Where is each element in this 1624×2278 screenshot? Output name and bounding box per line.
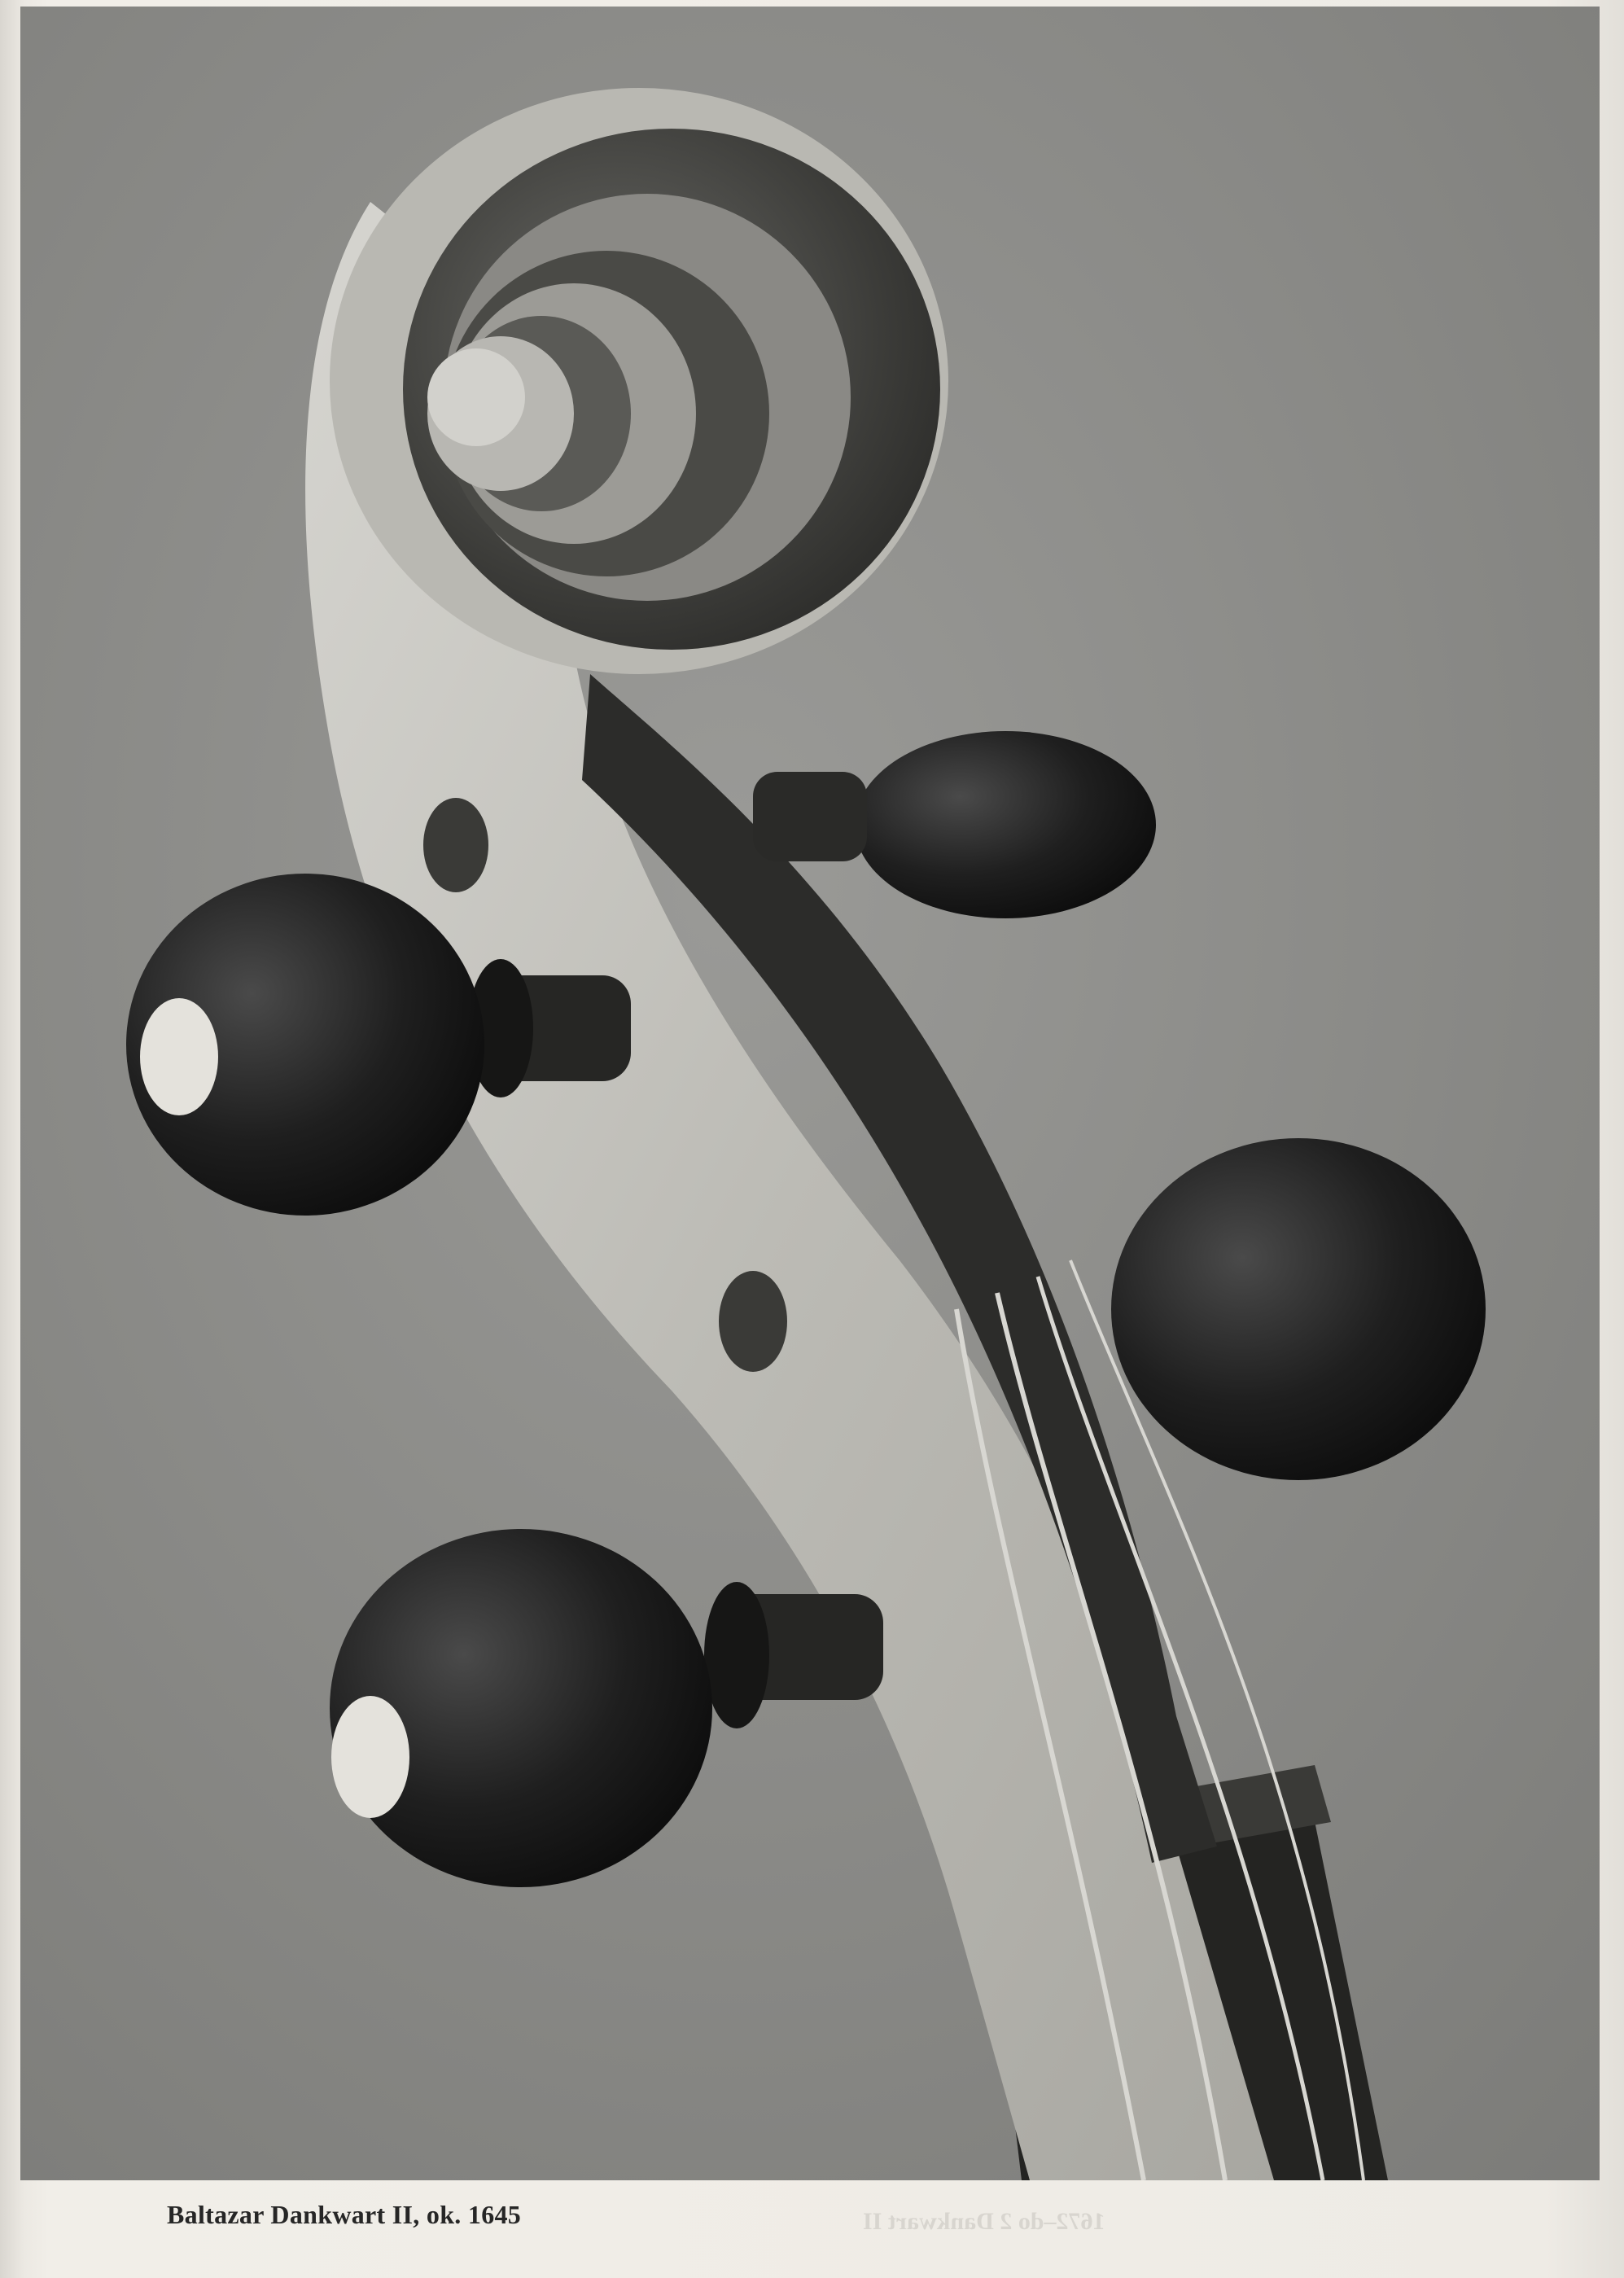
bleed-through-text: 1672–do 2 Dankwart II [863,2208,1105,2235]
photo-caption: Baltazar Dankwart II, ok. 1645 [167,2200,522,2229]
peg-hole-upper [423,798,488,892]
photograph-violin-scroll [20,7,1600,2180]
violin-scroll-illustration [20,7,1600,2180]
scroll-head [330,88,948,674]
peg-hole-lower [719,1271,787,1372]
peg-right-lower [1111,1138,1486,1480]
